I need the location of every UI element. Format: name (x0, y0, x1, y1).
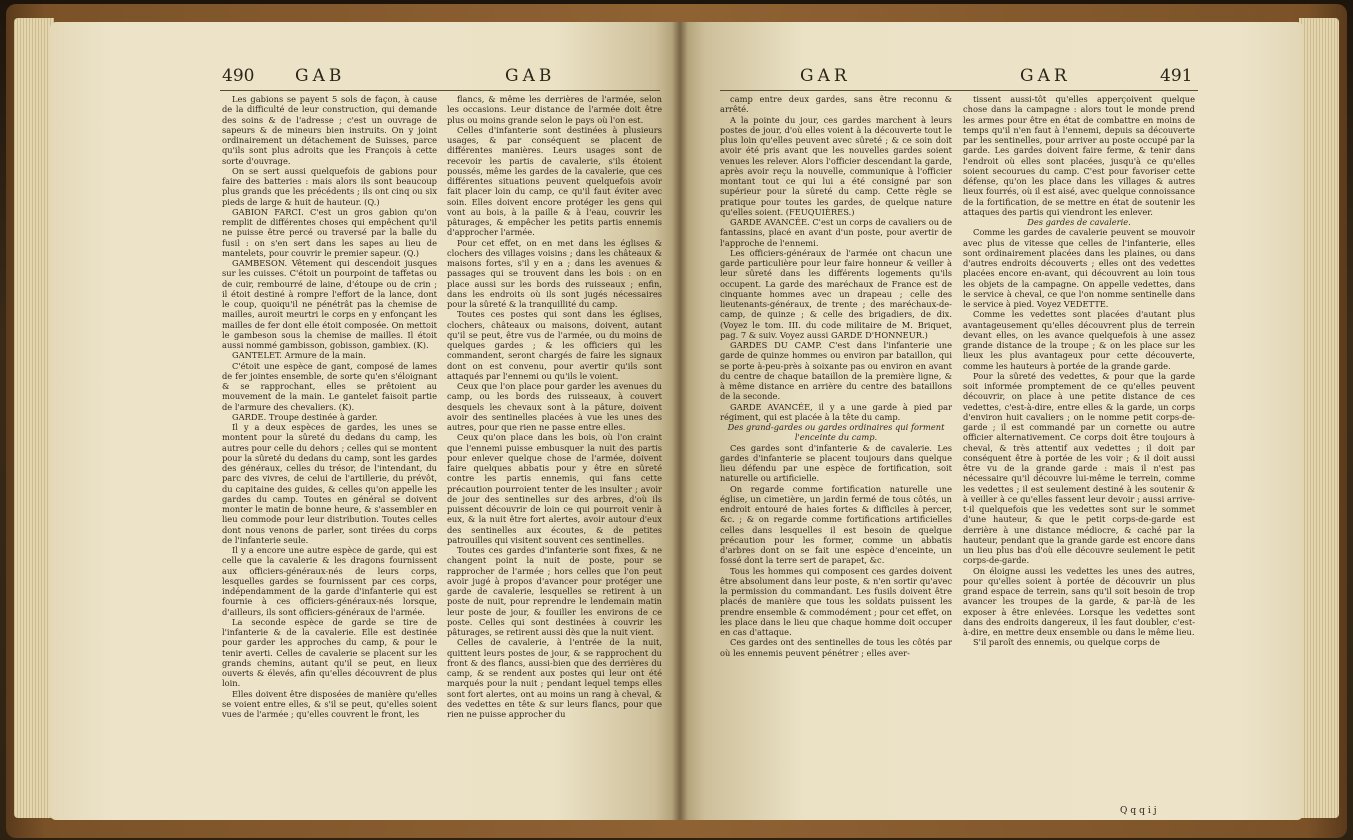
paragraph: A la pointe du jour, ces gardes marchent à leurs postes de jour, d'où elles voient à la découverte tout le plus loin qu'elles peuvent avec sûreté ; & ce soin doit avoir été pris avant que les nouvelles gardes soient venues les relever. Alors l'officier descendant la garde, après avoir reçu la nouvelle, communique à l'officier montant tout ce qui lui a été consigné par son supérieur pour la sûreté du camp. Cette règle se pratique pour toutes les gardes, de quelque nature qu'elles soient. (FEUQUIÈRES.) (720, 114, 952, 217)
gutter-shadow (672, 22, 688, 820)
text-column-1 (222, 94, 437, 814)
paragraph: GANTELET. Armure de la main. (232, 350, 366, 361)
head-rule (720, 90, 1198, 91)
paragraph: On se sert aussi quelquefois de gabions pour faire des batteries : mais alors ils sont beaucoup plus grands que les précédents ; ils ont cinq ou six pieds de large & huit de hauteur. (Q.) (222, 165, 437, 207)
paragraph: Celles d'infanterie sont destinées à plusieurs usages, & par conséquent se placent de différentes manières. Leurs usages sont de recevoir les partis de cavalerie, s'ils étoient poussés, même les gardes de la cavalerie, que ces différentes situations peuvent quelquefois avoir fait placer loin du camp, ce qu'il faut éviter avec soin. Elles doivent encore protéger les gens qui vont au bois, à la paille & à l'eau, couvrir les pâturages, & empêcher les petits partis ennemis d'approcher l'armée. (447, 124, 662, 238)
paragraph: GARDE AVANCÉE. C'est un corps de cavaliers ou de fantassins, placé en avant d'un poste, pour avertir de l'approche de l'ennemi. (720, 217, 952, 248)
running-head: GAB (295, 66, 346, 86)
head-rule (220, 90, 660, 91)
right-page (680, 22, 1303, 820)
paragraph: GARDES DU CAMP. C'est dans l'infanterie une garde de quinze hommes ou environ par bataillon, qui se porte à-peu-près à soixante pas ou environ en avant du centre de chaque bataillon de la première ligne, & à même distance en arrière du centre des bataillons de la seconde. (720, 340, 952, 402)
paragraph: C'étoit une espèce de gant, composé de lames de fer jointes ensemble, de sorte qu'en s'éloignant & se rapprochant, elles se prêtoient au mouvement de la main. Le gantelet faisoit partie de l'armure des chevaliers. (K). (222, 360, 437, 412)
paragraph: Toutes ces postes qui sont dans les églises, clochers, châteaux ou maisons, doivent, autant qu'il se peut, être vus de l'armée, ou du moins de quelques gardes ; & les officiers qui les commandent, seront chargés de faire les signaux dont on est convenu, pour avertir qu'ils sont attaqués par l'ennemi ou qu'ils le voient. (447, 309, 662, 381)
paragraph: GARDE AVANCÉE, il y a une garde à pied par régiment, qui est placée à la tête du camp. (720, 401, 952, 422)
paragraph: On éloigne aussi les vedettes les unes des autres, pour qu'elles soient à portée de découvrir un plus grand espace de terrein, sans qu'il soit besoin de trop avancer les troupes de la garde, & par-là de les exposer à être enlevées. Lorsque les vedettes sont dans des endroits dangereux, il les faut doubler, c'est-à-dire, en mettre deux ensemble ou dans le même lieu. (963, 565, 1195, 637)
paragraph: GABION FARCI. C'est un gros gabion qu'on remplit de différentes choses qui empêchent qu'il ne puisse être percé ou traversé par la balle du fusil : on s'en sert dans les sapes au lieu de mantelets, pour couvrir le premier sapeur. (Q.) (222, 206, 437, 258)
page-edges-left (14, 18, 54, 818)
paragraph: Pour la sûreté des vedettes, & pour que la garde soit informée promptement de ce qu'elles peuvent découvrir, on place à une petite distance de ces vedettes, c'est-à-dire, entre elles & la garde, un corps d'environ huit cavaliers ; on le nomme petit corps-de-garde ; il est commandé par un cornette ou autre officier alternativement. Ce corps doit être toujours à cheval, & très attentif aux vedettes ; il doit par conséquent être à portée de les voir ; & il doit aussi être vu de la grande garde : mais il n'est pas nécessaire qu'il découvre lui-même le terrein, comme les vedettes ; il est seulement destiné à les soutenir & à veiller à ce qu'elles fassent leur devoir ; aussi arrive-t-il quelquefois que les vedettes sont sur le sommet d'une hauteur, & que le petit corps-de-garde est derrière à une distance médiocre, & caché par la hauteur, pendant que la grande garde est encore dans un lieu plus bas d'où elle découvre seulement le petit corps-de-garde. (963, 370, 1195, 566)
paragraph: Des gardes de cavalerie. (1027, 217, 1131, 227)
paragraph: tissent aussi-tôt qu'elles apperçoivent quelque chose dans la campagne : alors tout le monde prend les armes pour être en état de combattre en moins de temps qu'il n'en faut à l'ennemi, depuis sa découverte par les sentinelles, pour arriver au poste occupé par la garde. Les gardes doivent faire ferme, & tenir dans l'endroit où elles sont placées, jusqu'à ce qu'elles soient secourues du camp. C'est pour favoriser cette défense, qu'on les place dans les villages & autres lieux fourrés, où il est aisé, avec quelque connoissance de la fortification, de se mettre en état de soutenir les attaques des partis qui viendront les enlever. (963, 94, 1195, 217)
paragraph: Ces gardes sont d'infanterie & de cavalerie. Les gardes d'infanterie se placent toujours dans quelque lieu défendu par une espèce de fortification, soit naturelle ou artificielle. (720, 442, 952, 484)
paragraph: Comme les vedettes sont placées d'autant plus avantageusement qu'elles découvrent plus de terrein devant elles, on les avance quelquefois à une assez grande distance de la troupe ; & on les place sur les lieux les plus avantageux pour cette découverte, comme les hauteurs à portée de la grande garde. (963, 309, 1195, 371)
paragraph: Tous les hommes qui composent ces gardes doivent être absolument dans leur poste, & n'en sortir qu'avec la permission du commandant. Les fusils doivent être placés de manière que tous les soldats puissent les prendre ensemble & commodément ; pour cet effet, on les place dans le lieu que chaque homme doit occuper en cas d'attaque. (720, 565, 952, 637)
paragraph: Il y a encore une autre espèce de garde, qui est celle que la cavalerie & les dragons fournissent aux officiers-généraux-nés de leurs corps, lesquelles gardes se fournissent par ces corps, indépendamment de la garde d'infanterie qui est fournie à ces officiers-généraux-nés lorsque, d'ailleurs, ils sont officiers-généraux de l'armée. (222, 545, 437, 617)
paragraph: Ceux qu'on place dans les bois, où l'on craint que l'ennemi puisse embusquer la nuit des partis pour enlever quelque chose de l'armée, doivent faire quelques abbatis pour y être en sûreté contre les partis ennemis, qui fans cette précaution pourroient tenter de les insulter ; avoir de jour des sentinelles sur des arbres, d'où ils puissent découvrir de loin ce qui pourroit venir à eux, & la nuit être fort alertes, avoir autour d'eux des sentinelles aux écoutes, & de petites patrouilles qui visitent souvent ces sentinelles. (447, 432, 662, 545)
left-page (50, 22, 680, 820)
page-number: 491 (1160, 66, 1193, 86)
paragraph: Elles doivent être disposées de manière qu'elles se voient entre elles, & s'il se peut, qu'elles soient vues de l'armée ; qu'elles couvrent le front, les (222, 688, 437, 719)
running-head-right-col: GAR (1020, 66, 1071, 86)
signature-mark: Qqqij (1120, 806, 1160, 816)
paragraph: GARDE. Troupe destinée à garder. (232, 411, 378, 422)
paragraph: Pour cet effet, on en met dans les églises & clochers des villages voisins ; dans les châteaux & maisons fortes, s'il y en a ; dans les avenues & passages qui se trouvent dans les bois : on en place aussi sur les bords des ruisseaux ; enfin, dans les endroits où ils sont jugés nécessaires pour la sûreté & la tranquillité du camp. (447, 237, 662, 309)
paragraph: Les officiers-généraux de l'armée ont chacun une garde particulière pour leur faire honneur & veiller à leur sûreté dans les différents logements qu'ils occupent. La garde des maréchaux de France est de cinquante hommes avec un drapeau ; celle des lieutenants-généraux, de trente ; des maréchaux-de-camp, de quinze ; & celle des brigadiers, de dix. (Voyez le tom. III. du code militaire de M. Briquet, pag. 7 & suiv. Voyez aussi GARDE D'HONNEUR.) (720, 247, 952, 340)
paragraph: Ces gardes ont des sentinelles de tous les côtés par où les ennemis peuvent pénétrer ; elles aver- (720, 637, 952, 658)
paragraph: La seconde espèce de garde se tire de l'infanterie & de la cavalerie. Elle est destinée pour garder les approches du camp, & pour le tenir averti. Celles de cavalerie se placent sur les grands chemins, autant qu'il se peut, en lieux ouverts & élevés, afin qu'elles découvrent de plus loin. (222, 616, 437, 689)
paragraph: S'il paroît des ennemis, ou quelque corps de (973, 637, 1160, 648)
page-edges-right (1299, 18, 1339, 818)
paragraph: GAMBESON. Vêtement qui descendoit jusques sur les cuisses. C'étoit un pourpoint de taffetas ou de cuir, rembourré de laine, d'étoupe ou de crin ; il étoit destiné à rompre l'effort de la lance, dont le coup, quoiqu'il ne pénétrât pas la chemise de mailles, auroit meurtri le corps en y enfonçant les mailles de fer dont elle étoit composée. On mettoit le gambeson sous la chemise de mailles. Il étoit aussi nommé gambisson, gobisson, gambiex. (K). (222, 258, 437, 350)
paragraph: flancs, & même les derrières de l'armée, selon les occasions. Leur distance de l'armée doit être plus ou moins grande selon le pays où l'on est. (447, 94, 662, 125)
paragraph: Il y a deux espèces de gardes, les unes se montent pour la sûreté du dedans du camp, les autres pour celle du dehors ; celles qui se montent pour la sûreté du dedans du camp, sont les gardes des généraux, celles du trésor, de l'intendant, du parc des vivres, de celui de l'artillerie, du prévôt, du capitaine des guides, & celles qu'on appelle les gardes du camp. Toutes en général se doivent monter le matin de bonne heure, & s'assembler en lieu commode pour leur distribution. Toutes celles dont nous venons de parler, sont tirées du corps de l'infanterie seule. (222, 422, 437, 545)
text-column-2 (963, 94, 1195, 804)
paragraph: camp entre deux gardes, sans être reconnu & arrêté. (720, 94, 952, 115)
paragraph: Comme les gardes de cavalerie peuvent se mouvoir avec plus de vitesse que celles de l'infanterie, elles sont ordinairement placées dans les plaines, ou dans d'autres endroits découverts ; elles ont des vedettes placées encore en-avant, qui découvrent au loin tous les objets de la campagne. On appelle vedettes, dans le service à cheval, ce que l'on nomme sentinelle dans le service à pied. Voyez VEDETTE. (963, 227, 1195, 309)
paragraph: On regarde comme fortification naturelle une église, un cimetière, un jardin fermé de tous côtés, un endroit entouré de haies fortes & difficiles à percer, &c. ; & on regarde comme fortifications artificielles celles dans lesquelles il est besoin de quelque précaution pour les former, comme un abbatis d'arbres dont on se fait une espèce d'enceinte, un fossé dont la terre sert de parapet, &c. (720, 483, 952, 566)
running-head: GAR (800, 66, 851, 86)
paragraph: Toutes ces gardes d'infanterie sont fixes, & ne changent point la nuit de poste, pour se rapprocher de l'armée ; hors celles que l'on peut avoir jugé à propos d'avancer pour protéger une garde de cavalerie, lesquelles se retirent à un poste de nuit, pour reprendre le lendemain matin leur poste de jour, & fouiller les environs de ce poste. Celles qui sont destinées à couvrir les pâturages, se retirent aussi dès que la nuit vient. (447, 545, 662, 637)
paragraph: Des grand-gardes ou gardes ordinaires qui forment l'enceinte du camp. (727, 422, 945, 443)
running-head-right-col: GAB (505, 66, 556, 86)
text-column-1 (720, 94, 952, 804)
page-number: 490 (222, 66, 255, 86)
text-column-2 (447, 94, 662, 814)
paragraph: Les gabions se payent 5 sols de façon, à cause de la difficulté de leur construction, qui demande des soins & de l'adresse ; c'est un ouvrage de sapeurs & de mineurs bien instruits. On y joint ordinairement un détachement de Suisses, parce qu'ils sont plus adroits que les François à cette sorte d'ouvrage. (222, 94, 437, 166)
paragraph: Ceux que l'on place pour garder les avenues du camp, ou les bords des ruisseaux, à couvert desquels les chevaux sont à la pâture, doivent avoir des sentinelles placées à vue les unes des autres, pour que rien ne passe entre elles. (447, 381, 662, 432)
paragraph: Celles de cavalerie, à l'entrée de la nuit, quittent leurs postes de jour, & se rapprochent du front & des flancs, aussi-bien que des derrières du camp, & se rendent aux postes qui leur ont été marqués pour la nuit ; pendant lequel temps elles sont fort alertes, ont au moins un rang à cheval, & des vedettes en tête & sur leurs flancs, pour que rien ne puisse approcher du (447, 637, 662, 719)
